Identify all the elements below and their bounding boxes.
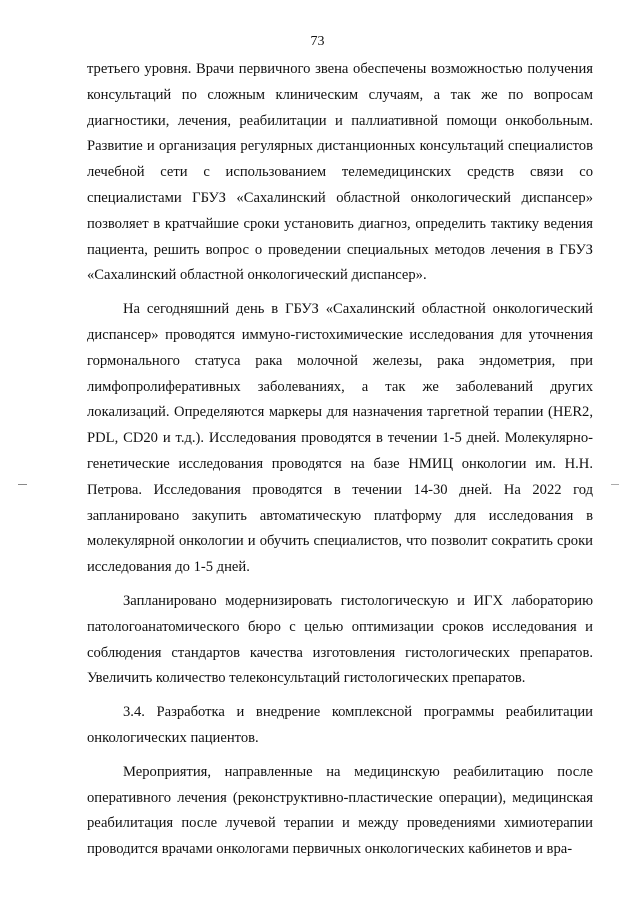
document-body — [87, 57, 593, 863]
margin-mark — [18, 484, 27, 485]
paragraph-rehabilitation: Мероприятия, направленные на медицинскую реабилитацию после оперативного лечения (реконструктивно-пластические операции), медицинская реабилитация после лучевой терапии и между проведениями химиотерапии проводится врачами онкологами первичных онкологических кабинетов и вра- — [87, 763, 593, 858]
section-heading-3-4: 3.4. Разработка и внедрение комплексной программы реабилитации онкологических пациентов. — [87, 704, 593, 746]
paragraph-ihc-research: На сегодняшний день в ГБУЗ «Сахалинский областной онкологический диспансер» проводятся иммуно-гистохимические исследования для уточнения гормонального статуса рака молочной железы, рака эндометрия, при лимфопролиферативных заболеваниях, а так же заболеваний других локализаций. Определяются маркеры для назначения таргетной терапии (HER2, PDL, CD20 и т.д.). Исследования проводятся в течении 1-5 дней. Молекулярно-генетические исследования проводятся на базе НМИЦ онкологии им. Н.Н. Петрова. Исследования проводятся в течении 14-30 дней. На 2022 год запланировано закупить автоматическую платформу для исследования в молекулярной онкологии и обучить специалистов, что позволит сократить сроки исследования до 1-5 дней. — [87, 301, 593, 576]
page-number: 73 — [310, 34, 325, 49]
paragraph-lab-modernization: Запланировано модернизировать гистологическую и ИГХ лабораторию патологоанатомического бюро с целью оптимизации сроков исследования и соблюдения стандартов качества изготовления гистологических препаратов. Увеличить количество телеконсультаций гистологических препаратов. — [87, 592, 593, 687]
margin-mark — [611, 484, 619, 485]
paragraph-continuation: третьего уровня. Врачи первичного звена обеспечены возможностью получения консультаций по сложным клиническим случаям, а так же по вопросам диагностики, лечения, реабилитации и паллиативной помощи онкобольным. Развитие и организация регулярных дистанционных консультаций специалистов лечебной сети с использованием телемедицинских средств связи со специалистами ГБУЗ «Сахалинский областной онкологический диспансер» позволяет в кратчайшие сроки установить диагноз, определить тактику ведения пациента, решить вопрос о проведении специальных методов лечения в ГБУЗ «Сахалинский областной онкологический диспансер». — [87, 61, 593, 284]
